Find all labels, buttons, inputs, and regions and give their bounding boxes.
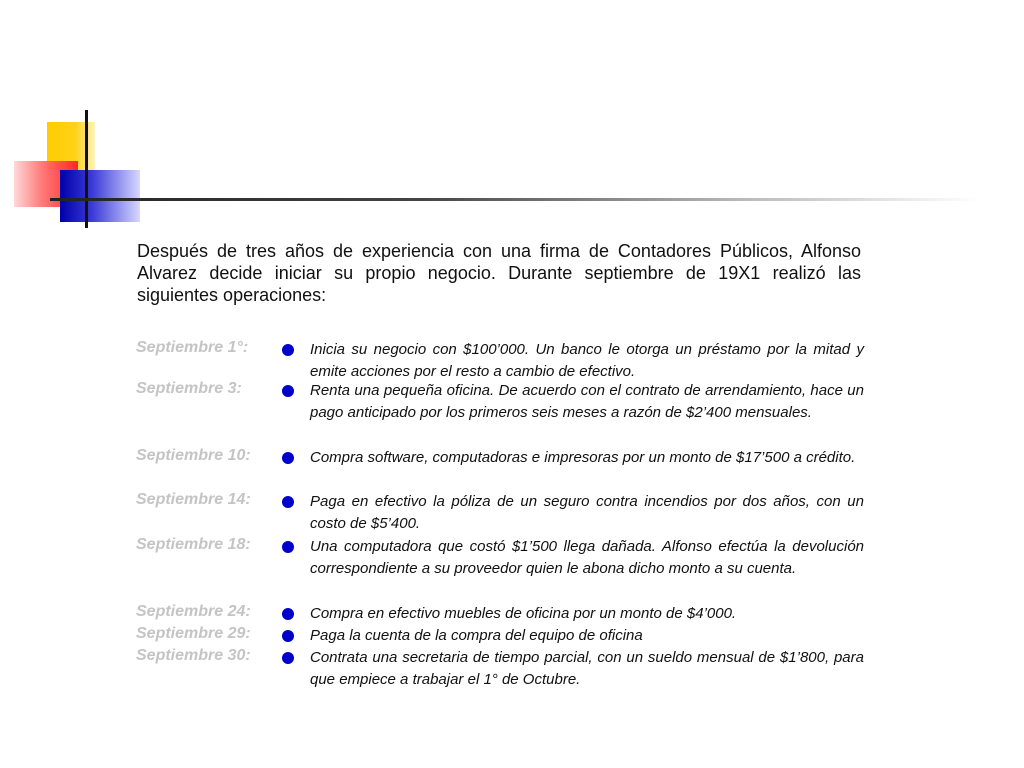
operation-date: Septiembre 3: [136,380,242,397]
decorative-horizontal-rule [50,198,980,201]
bullet-icon [282,452,294,464]
bullet-icon [282,541,294,553]
intro-paragraph: Después de tres años de experiencia con una firma de Contadores Públicos, Alfonso Alvarez decide iniciar su propio negocio. Durante septiembre de 19X1 realizó las siguientes operaciones: [137,241,861,305]
operation-date: Septiembre 10: [136,447,251,464]
operation-description: Inicia su negocio con $100’000. Un banco le otorga un préstamo por la mitad y emite acciones por el resto a cambio de efectivo. [310,341,864,380]
operation-date: Septiembre 14: [136,491,251,508]
operation-date: Septiembre 24: [136,603,251,620]
bullet-icon [282,652,294,664]
operation-date: Septiembre 30: [136,647,251,664]
operation-description: Paga en efectivo la póliza de un seguro contra incendios por dos años, con un costo de $5’400. [310,493,864,532]
bullet-icon [282,608,294,620]
operation-description: Compra software, computadoras e impresoras por un monto de $17’500 a crédito. [310,449,856,466]
operation-description: Paga la cuenta de la compra del equipo de oficina [310,627,643,644]
operation-date: Septiembre 1°: [136,339,249,356]
bullet-icon [282,344,294,356]
operation-date: Septiembre 29: [136,625,251,642]
bullet-icon [282,630,294,642]
operation-description: Una computadora que costó $1’500 llega dañada. Alfonso efectúa la devolución correspondiente a su proveedor quien le abona dicho monto a su cuenta. [310,538,864,577]
operation-description: Renta una pequeña oficina. De acuerdo con el contrato de arrendamiento, hace un pago anticipado por los primeros seis meses a razón de $2’400 mensuales. [310,382,864,421]
operation-date: Septiembre 18: [136,536,251,553]
operation-description: Compra en efectivo muebles de oficina por un monto de $4’000. [310,605,737,622]
operation-description: Contrata una secretaria de tiempo parcial, con un sueldo mensual de $1’800, para que empiece a trabajar el 1° de Octubre. [310,649,864,688]
decorative-vertical-line [85,110,88,228]
bullet-icon [282,385,294,397]
decorative-blue-square [60,170,140,222]
bullet-icon [282,496,294,508]
